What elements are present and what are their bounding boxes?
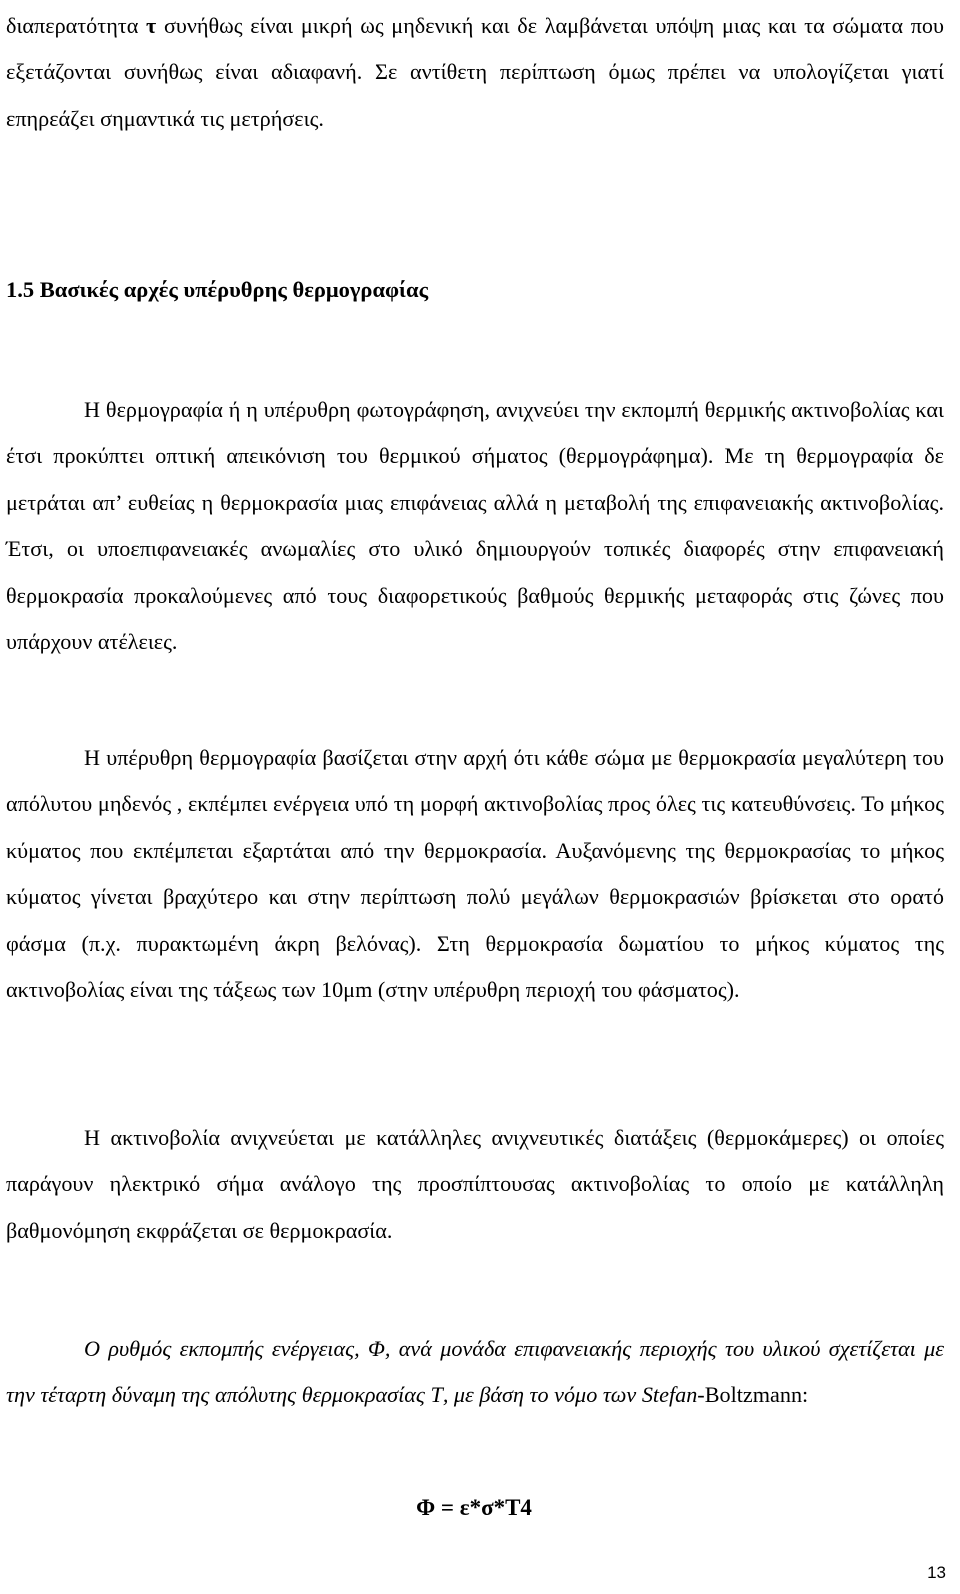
paragraph-detection: Η ακτινοβολία ανιχνεύεται με κατάλληλες ανιχνευτικές διατάξεις (θερμοκάμερες) οι οποίες παράγουν ηλεκτρικό σήμα ανάλογο της προσπίπτουσας ακτινοβολίας το οποίο με κατάλληλη βαθμονόμηση εκφράζεται σε θερμοκρασία.	[6, 1125, 944, 1243]
stefan-boltzmann-formula: Φ = ε*σ*Τ4	[416, 1495, 532, 1520]
paragraph-infrared-principle: Η υπέρυθρη θερμογραφία βασίζεται στην αρχή ότι κάθε σώμα με θερμοκρασία μεγαλύτερη του απόλυτου μηδενός , εκπέμπει ενέργεια υπό τη μορφή ακτινοβολίας προς όλες τις κατευθύνσεις. Το μήκος κύματος που εκπέμπεται εξαρτάται από την θερμοκρασία. Αυξανόμενης της θερμοκρασίας το μήκος κύματος γίνεται βραχύτερο και στην περίπτωση πολύ μεγάλων θερμοκρασιών βρίσκεται στο ορατό φάσμα (π.χ. πυρακτωμένη άκρη βελόνας). Στη θερμοκρασία δωματίου το μήκος κύματος της ακτινοβολίας είναι της τάξεως των 10μm (στην υπέρυθρη περιοχή του φάσματος).	[6, 745, 944, 1003]
intro-text-end: συνήθως είναι μικρή ως μηδενική και δε λαμβάνεται υπόψη μιας και τα σώματα που εξετάζονται συνήθως είναι αδιαφανή. Σε αντίθετη περίπτωση όμως πρέπει να υπολογίζεται γιατί επηρεάζει σημαντικά τις μετρήσεις.	[6, 13, 944, 131]
paragraph-thermography-definition: Η θερμογραφία ή η υπέρυθρη φωτογράφηση, ανιχνεύει την εκπομπή θερμικής ακτινοβολίας και έτσι προκύπτει οπτική απεικόνιση του θερμικού σήματος (θερμογράφημα). Με τη θερμογραφία δε μετράται απ’ ευθείας η θερμοκρασία μιας επιφάνειας αλλά η μεταβολή της επιφανειακής ακτινοβολίας. Έτσι, οι υποεπιφανειακές ανωμαλίες στο υλικό δημιουργούν τοπικές διαφορές στην επιφανειακή θερμοκρασία προκαλούμενες από τους διαφορετικούς βαθμούς θερμικής μεταφοράς στις ζώνες που υπάρχουν ατέλειες.	[6, 397, 944, 655]
page-number: 13	[927, 1563, 946, 1582]
intro-text-start: διαπερατότητα	[6, 13, 147, 38]
paragraph-stefan-boltzmann	[6, 1326, 944, 1419]
law-italic-text: Ο ρυθμός εκπομπής ενέργειας, Φ, ανά μονάδα επιφανειακής περιοχής του υλικού σχετίζεται με την τέταρτη δύναμη της απόλυτης θερμοκρασίας Τ, με βάση το νόμο των Stefan-	[6, 1336, 944, 1408]
section-heading: 1.5 Βασικές αρχές υπέρυθρης θερμογραφίας	[6, 277, 429, 302]
intro-paragraph	[6, 3, 944, 142]
law-upright-text: Boltzmann:	[704, 1382, 809, 1408]
tau-symbol: τ	[146, 13, 157, 38]
